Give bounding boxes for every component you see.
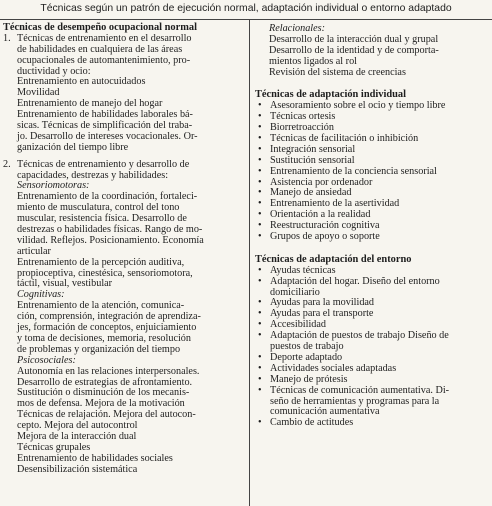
text-line: Entrenamiento de la coordinación, fortaleci- xyxy=(17,191,198,203)
text-line: Técnicas de relajación. Mejora del autocon- xyxy=(17,409,196,421)
text-line: destrezas o habilidades físicas. Rango de mo- xyxy=(17,224,203,236)
text-line: Autonomía en las relaciones interpersonales. xyxy=(17,365,200,377)
list-item: • Adaptación de puestos de trabajo Diseño de xyxy=(255,331,491,342)
text-line: de problemas y organización del tiempo xyxy=(17,343,181,355)
text-line: Desensibilización sistemática xyxy=(17,463,138,475)
psicosociales-text xyxy=(3,367,247,476)
item-text: Técnicas de entrenamiento y desarrollo de xyxy=(17,158,190,170)
list-item: • Adaptación del hogar. Diseño del entorno xyxy=(255,277,491,288)
list-item: • Ayudas para el transporte xyxy=(255,309,491,320)
section-heading-entorno: Técnicas de adaptación del entorno xyxy=(255,253,412,265)
text-line: ción, comprensión, integración de aprendiza- xyxy=(17,311,201,323)
sensoriomotoras-text xyxy=(3,192,247,290)
text-line: Entrenamiento de la atención, comunica- xyxy=(17,300,185,312)
numbered-item-2 xyxy=(3,160,247,182)
text-line: Entrenamiento de manejo del hogar xyxy=(17,98,163,110)
subsection-label-psicosociales: Psicosociales: xyxy=(17,354,76,366)
left-column xyxy=(3,23,247,476)
list-item: • Manejo de ansiedad xyxy=(255,188,491,199)
entorno-bullet-list xyxy=(255,266,491,429)
text-line: vilidad. Reflejos. Posicionamiento. Economía xyxy=(17,234,204,246)
right-column xyxy=(255,24,491,429)
subsection-label-sensoriomotoras: Sensoriomotoras: xyxy=(17,180,90,192)
individual-bullet-list xyxy=(255,101,491,243)
cognitivas-text xyxy=(3,301,247,355)
text-line: Mejora de la interacción dual xyxy=(17,430,137,442)
text-line: mientos ligados al rol xyxy=(269,55,357,67)
list-item-continuation: seño de herramientas y programas para la xyxy=(270,395,440,407)
text-line: Revisión del sistema de creencias xyxy=(269,66,406,78)
text-line: Desarrollo de la interacción dual y grupal xyxy=(269,33,439,45)
text-line: articular xyxy=(17,245,51,257)
list-item: • Técnicas ortesis xyxy=(255,112,491,123)
text-line: de habilidades en cualquiera de las áreas xyxy=(17,43,183,55)
text-line: mos de defensa. Mejora de la motivación xyxy=(17,398,185,410)
list-item: • Asesoramiento sobre el ocio y tiempo libre xyxy=(255,101,491,112)
list-item: • Manejo de prótesis xyxy=(255,375,491,386)
text-line: Entrenamiento de habilidades sociales xyxy=(17,452,173,464)
column-divider xyxy=(249,20,250,506)
list-item: • Asistencia por ordenador xyxy=(255,178,491,189)
text-line: sicas. Técnicas de simplificación del traba- xyxy=(17,120,193,132)
text-line: Entrenamiento de la percepción auditiva, xyxy=(17,256,185,268)
top-rule xyxy=(0,19,492,20)
list-item: • Entrenamiento de la conciencia sensorial xyxy=(255,167,491,178)
list-item: • Accesibilidad xyxy=(255,320,491,331)
list-item: • Técnicas de comunicación aumentativa. Di- xyxy=(255,386,491,397)
list-item: • Ayudas técnicas xyxy=(255,266,491,277)
text-line: Entrenamiento de habilidades laborales bá- xyxy=(17,109,193,121)
item-number: 2. xyxy=(3,158,11,170)
list-item: • Actividades sociales adaptadas xyxy=(255,364,491,375)
text-line: capacidades, destrezas y habilidades: xyxy=(17,169,169,181)
text-line: Desarrollo de la identidad y de comporta- xyxy=(269,44,439,56)
text-line: ocupacionales de automantenimiento, pro- xyxy=(17,54,191,66)
text-line: jo. Desarrollo de intereses vocacionales. Or- xyxy=(17,130,198,142)
list-item-continuation: domiciliario xyxy=(270,286,320,298)
text-line: muscular, resistencia física. Desarrollo de xyxy=(17,213,187,225)
text-line: jes, formación de conceptos, enjuiciamiento xyxy=(17,322,197,334)
list-item: • Cambio de actitudes xyxy=(255,418,491,429)
text-line: Desarrollo de estrategias de afrontamiento. xyxy=(17,376,193,388)
subsection-label-relacionales: Relacionales: xyxy=(269,23,326,34)
text-line: Sustitución o disminución de los mecanis- xyxy=(17,387,190,399)
text-line xyxy=(3,160,247,171)
item-number: 1. xyxy=(3,32,11,44)
list-item-continuation: comunicación aumentativa xyxy=(270,406,380,418)
list-item: • Orientación a la realidad xyxy=(255,210,491,221)
table-caption: Técnicas según un patrón de ejecución normal, adaptación individual o entorno adaptado xyxy=(40,3,452,14)
text-line: táctil, visual, vestibular xyxy=(17,278,113,290)
list-item: • Entrenamiento de la asertividad xyxy=(255,199,491,210)
list-item: • Ayudas para la movilidad xyxy=(255,298,491,309)
list-item: • Biorretroacción xyxy=(255,123,491,134)
item-text: Técnicas de entrenamiento en el desarrollo xyxy=(17,32,192,44)
text-line: Entrenamiento en autocuidados xyxy=(17,76,146,88)
section-heading-individual: Técnicas de adaptación individual xyxy=(255,89,406,101)
list-item: • Integración sensorial xyxy=(255,145,491,156)
text-line: cepto. Mejora del autocontrol xyxy=(17,420,138,432)
text-line: Movilidad xyxy=(17,87,60,99)
list-item: • Técnicas de facilitación o inhibición xyxy=(255,134,491,145)
section-heading-normal: Técnicas de desempeño ocupacional normal xyxy=(3,22,197,33)
text-line: ductividad y ocio: xyxy=(17,65,91,77)
text-line: propioceptiva, cinestésica, sensoriomotora, xyxy=(17,267,193,279)
list-item: • Sustitución sensorial xyxy=(255,156,491,167)
text-line: y toma de decisiones, memoria, resolución xyxy=(17,332,191,344)
list-item: • Deporte adaptado xyxy=(255,353,491,364)
list-item-continuation: puestos de trabajo xyxy=(270,341,344,353)
text-line: ganización del tiempo libre xyxy=(17,141,129,153)
text-line: Técnicas grupales xyxy=(17,441,91,453)
list-item: • Grupos de apoyo o soporte xyxy=(255,232,491,243)
text-line: miento de musculatura, control del tono xyxy=(17,202,180,214)
subsection-label-cognitivas: Cognitivas: xyxy=(17,289,65,301)
list-item: • Reestructuración cognitiva xyxy=(255,221,491,232)
numbered-item-1 xyxy=(3,34,247,154)
relacionales-text xyxy=(255,35,491,79)
